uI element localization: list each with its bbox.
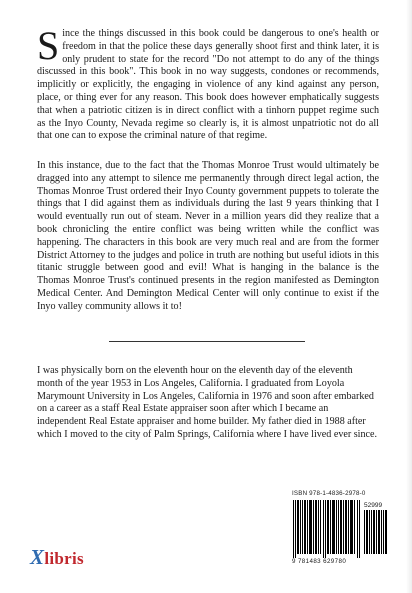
isbn-barcode xyxy=(292,490,387,570)
author-bio: I was physically born on the eleventh hour on the eleventh day of the eleventh month of the year 1953 in Los Angeles, California. I graduated from Loyola Marymount University in Los Angeles, California in 1976 and soon after embarked on a career as a staff Real Estate appraiser soon after which I became an independent Real Estate appraiser and home builder. My father died in 1988 after which I moved to the city of Palm Springs, California where I have lived ever since. xyxy=(37,365,378,440)
logo-wordmark: libris xyxy=(44,549,84,568)
logo-x-mark: X xyxy=(30,545,45,569)
price-code-label: 52999 xyxy=(364,502,383,509)
isbn-label: ISBN 978-1-4836-2978-0 xyxy=(292,490,366,497)
disclaimer-paragraph xyxy=(37,23,379,143)
section-divider xyxy=(109,341,305,342)
trust-paragraph: In this instance, due to the fact that the Thomas Monroe Trust would ultimately be dragged into any attempt to silence me permanently through direct legal action, the Thomas Monroe Trust ordered their Inyo County government puppets to tolerate the things that I did against them as individuals during the last 9 years thinking that I would eventually run out of steam. Never in a million years did they realize that a book chronicling the entire conflict was being written while the conflict was happening. The characters in this book are very much real and are from the former District Attorney to the judges and police in truth are nothing but useful idiots in this titanic struggle between good and evil! What is hanging in the balance is the Thomas Monroe Trust's continued presents in the region manifested as Demington Medical Center. And Demington Medical Center will only continue to exist if the Inyo valley community allows it to! xyxy=(37,160,379,312)
price-barcode-bars xyxy=(364,510,387,554)
disclaimer-text: ince the things discussed in this book could be dangerous to one's health or freedom in that the police these days generally shoot first and think later, it is only prudent to state for the record "Do not attempt to do any of the things discussed in this book". This book in no way suggests, condones or recommends, implicitly or explicitly, the engaging in violence of any kind against any person, place, or thing ever for any reason. This book does however emphatically suggests that when a patriotic citizen is in direct conflict with a tinhorn puppet regime such as the Inyo County, Nevada regime so clearly is, it is almost unpatriotic not do all that one can to expose the criminal nature of that regime. xyxy=(37,28,379,142)
publisher-logo xyxy=(30,545,84,570)
ean-barcode-bars xyxy=(292,500,362,558)
barcode-number: 9 781483 629780 xyxy=(292,558,347,565)
drop-cap: S xyxy=(37,23,60,68)
spine-shadow xyxy=(406,0,412,593)
